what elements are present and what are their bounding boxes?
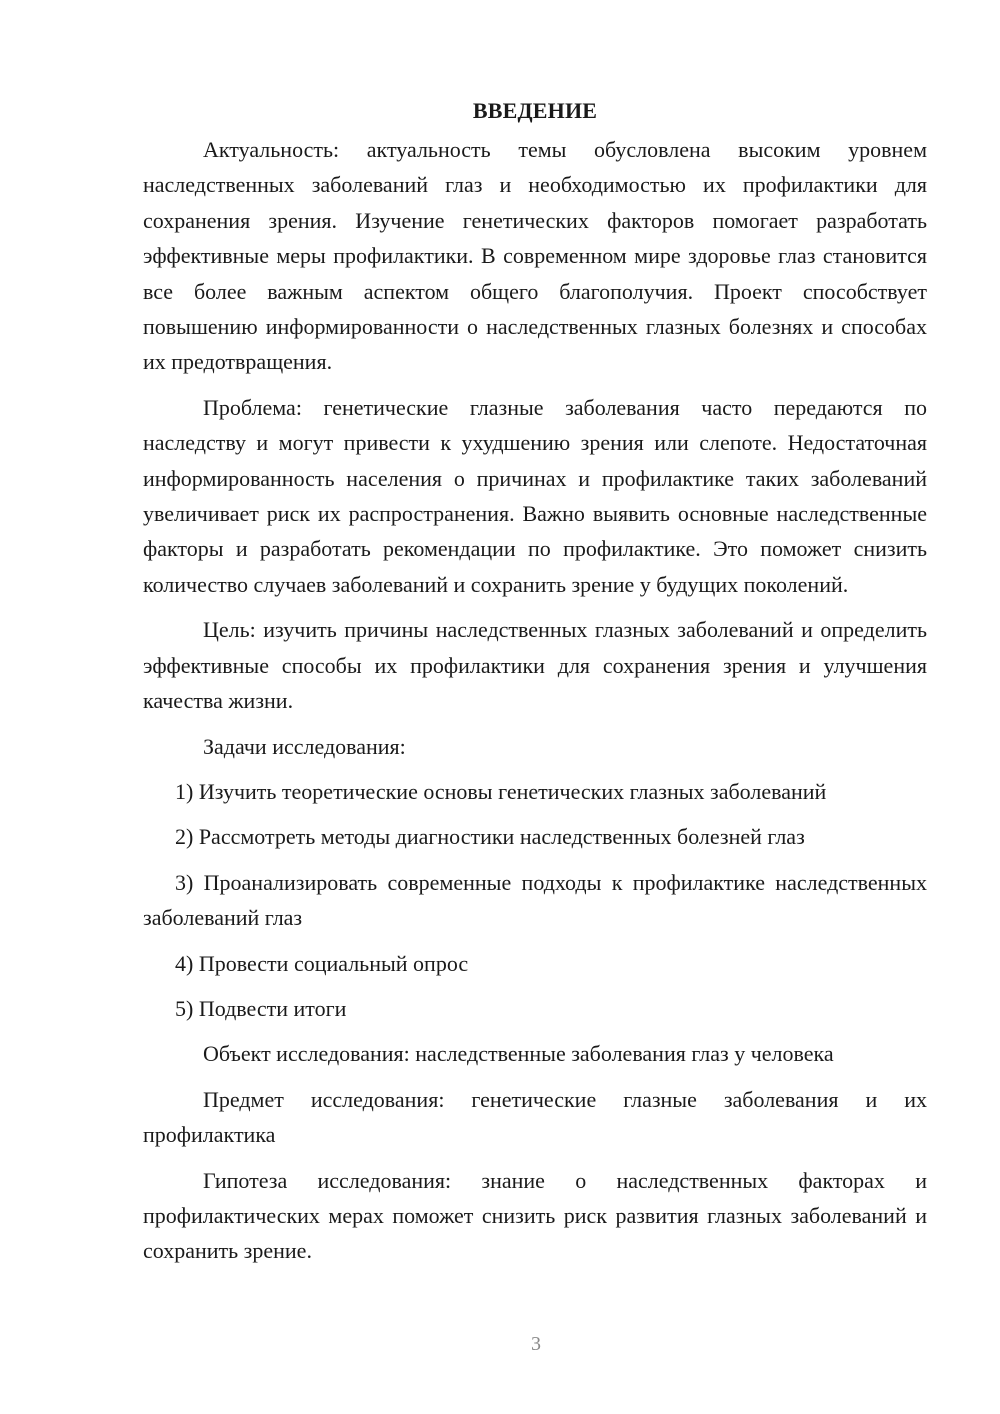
document-page — [143, 96, 927, 1279]
task-item-2: 2) Рассмотреть методы диагностики наследственных болезней глаз — [175, 824, 805, 850]
task-item-5: 5) Подвести итоги — [175, 995, 347, 1021]
tasks-list — [143, 774, 927, 1026]
task-item-4: 4) Провести социальный опрос — [175, 950, 469, 976]
relevance-paragraph: Актуальность: актуальность темы обусловлена высоким уровнем наследственных заболеваний глаз и необходимостью их профилактики для сохранения зрения. Изучение генетических факторов помогает разработать эффективные меры профилактики. В современном мире здоровье глаз становится все более важным аспектом общего благополучия. Проект способствует повышению информированности о наследственных глазных болезнях и способах их предотвращения. — [143, 137, 927, 375]
task-item-3: 3) Проанализировать современные подходы к профилактике наследственных заболеваний глаз — [143, 869, 927, 931]
problem-paragraph: Проблема: генетические глазные заболевания часто передаются по наследству и могут привести к ухудшению зрения или слепоте. Недостаточная информированность населения о причинах и профилактике таких заболеваний увеличивает риск их распространения. Важно выявить основные наследственные факторы и разработать рекомендации по профилактике. Это поможет снизить количество случаев заболеваний и сохранить зрение у будущих поколений. — [143, 394, 927, 597]
subject-paragraph: Предмет исследования: генетические глазные заболевания и их профилактика — [143, 1086, 927, 1148]
hypothesis-paragraph: Гипотеза исследования: знание о наследственных факторах и профилактических мерах поможет снизить риск развития глазных заболеваний и сохранить зрение. — [143, 1167, 927, 1264]
page-number: 3 — [531, 1333, 541, 1355]
task-item-1: 1) Изучить теоретические основы генетических глазных заболеваний — [175, 778, 827, 804]
object-paragraph: Объект исследования: наследственные заболевания глаз у человека — [203, 1041, 834, 1067]
goal-paragraph: Цель: изучить причины наследственных глазных заболеваний и определить эффективные способы их профилактики для сохранения зрения и улучшения качества жизни. — [143, 617, 927, 714]
tasks-heading: Задачи исследования: — [203, 733, 406, 759]
page-title: ВВЕДЕНИЕ — [472, 98, 598, 123]
